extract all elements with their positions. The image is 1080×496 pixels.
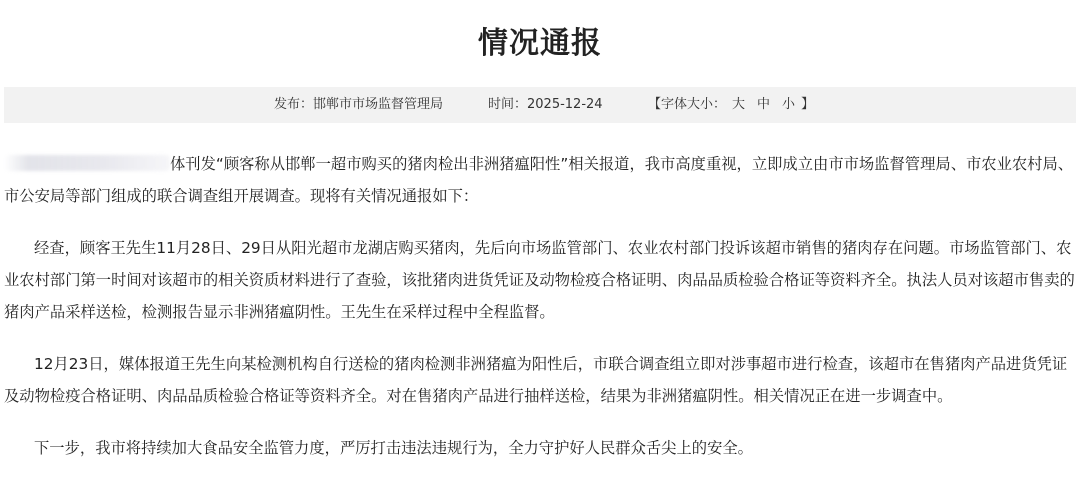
redacted-blur [4, 155, 170, 171]
publisher-label: 发布：邯郸市市场监督管理局 [274, 97, 444, 112]
article-paragraph-2: 经查，顾客王先生11月28日、29日从阳光超市龙湖店购买猪肉，先后向市场监管部门、农业农村部门投诉该超市销售的猪肉存在问题。市场监管部门、农业农村部门第一时间对该超市的相关资质材料进行了查验，该批猪肉进货凭证及动物检疫合格证明、肉品品质检验合格证等资料齐全。执法人员对该超市售卖的猪肉产品采样送检，检测报告显示非洲猪瘟阴性。王先生在采样过程中全程监督。 [4, 239, 1075, 321]
publish-time: 时间：2025-12-24 [488, 97, 603, 112]
page-title: 情况通报 [478, 26, 602, 61]
font-size-control [648, 87, 814, 123]
font-size-small-link[interactable]: 小 [782, 97, 796, 112]
article-body [4, 148, 1078, 484]
font-size-large-link[interactable]: 大 [732, 97, 746, 112]
font-size-medium-link[interactable]: 中 [757, 97, 771, 112]
article-paragraph-3: 12月23日，媒体报道王先生向某检测机构自行送检的猪肉检测非洲猪瘟为阳性后，市联合调查组立即对涉事超市进行检查，该超市在售猪肉产品进货凭证及动物检疫合格证明、肉品品质检验合格证等资料齐全。对在售猪肉产品进行抽样送检，结果为非洲猪瘟阴性。相关情况正在进一步调查中。 [4, 355, 1068, 405]
font-size-label: 【字体大小： [648, 97, 727, 112]
meta-bar [4, 87, 1076, 123]
article-paragraph-1 [4, 148, 1078, 212]
article-paragraph-4: 下一步，我市将持续加大食品安全监管力度，严厉打击违法违规行为，全力守护好人民群众舌尖上的安全。 [34, 439, 753, 457]
font-size-bracket-close: 】 [801, 97, 815, 112]
paragraph-1-text: 体刊发“顾客称从邯郸一超市购买的猪肉检出非洲猪瘟阳性”相关报道，我市高度重视，立即成立由市市场监督管理局、市农业农村局、市公安局等部门组成的联合调查组开展调查。现将有关情况通报如下： [4, 155, 1074, 205]
